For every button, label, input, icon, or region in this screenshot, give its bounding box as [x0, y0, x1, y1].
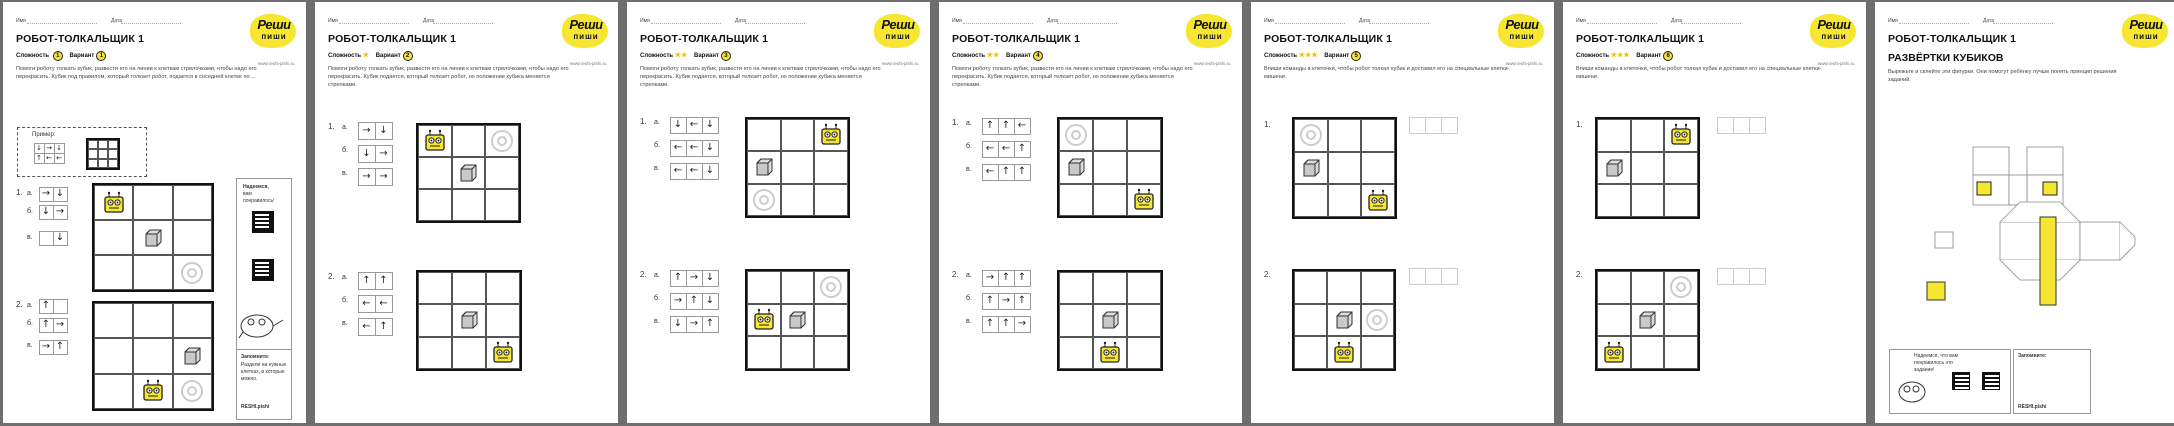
task-description: Помоги роботу толкать кубик, развести его на линии к клеткам стрелочками, чтобы надо его перекрасить. Кубик под правилом, который толкает робот, подается в соседней клетке по ...: [16, 66, 257, 80]
command-cells[interactable]: ↓ → ↑: [670, 316, 718, 332]
robot-icon: [1131, 187, 1157, 213]
cube-icon: [1098, 308, 1122, 332]
page-title: РОБОТ-ТОЛКАЛЬЩИК 1: [1264, 33, 1393, 45]
task-description: Помоги роботу толкать кубик, развести его на линии к клеткам стрелочками, чтобы надо его перекрасить. Кубик подается, который толкает робот, но положение кубика меняется стрелками.: [328, 66, 569, 88]
command-cells[interactable]: ↑ → ↓: [670, 270, 718, 286]
game-board-2: [1057, 270, 1163, 371]
worksheet-page-3: Имя Дата РОБОТ-ТОЛКАЛЬЩИК 1 Сложность ★★ Вариант 3 Помоги роботу толкать кубик, развести его на линии к клеткам стрелочками, чтобы надо его перекрасить. Кубик подается, который толкает робот, но положение кубика меняется стрелками. Реши пиши www.reshi-pishi.ru 1. а. б. в. ↓ ← ↓ ← ← ↓ ← ← ↓ 2. а. б. в. ↑ → ↓ → ↑ ↓ ↓ → ↑: [627, 2, 930, 423]
difficulty-badge: 1: [53, 51, 63, 61]
command-cells[interactable]: ← ←: [358, 295, 392, 312]
difficulty-line: Сложность ★★ Вариант 4: [952, 51, 1043, 61]
game-board-2: [92, 301, 214, 411]
example-board: [86, 138, 120, 170]
target-icon: [1669, 275, 1693, 299]
answer-cells[interactable]: [1717, 268, 1765, 285]
site-link[interactable]: www.reshi-pishi.ru: [258, 61, 295, 66]
robot-icon: [140, 378, 166, 404]
example-commands: ↓ → ↓ ↑ ← ←: [34, 143, 64, 163]
variant-badge: 1: [96, 51, 106, 61]
page-title: РОБОТ-ТОЛКАЛЬЩИК 1: [640, 33, 769, 45]
difficulty-line: Сложность ★★★ Вариант 5: [1264, 51, 1361, 61]
reshi-pishi-logo: Реши пиши: [2120, 12, 2172, 50]
task-description: Впиши команды в клеточки, чтобы робот толкал кубик и доставил его на специальные клетки-мишени.: [1576, 66, 1822, 80]
robot-icon: [422, 128, 448, 154]
target-icon: [1299, 123, 1323, 147]
robot-mascot-icon: [235, 302, 289, 342]
command-cells[interactable]: ← ← ↑: [982, 141, 1030, 157]
page-title: РОБОТ-ТОЛКАЛЬЩИК 1: [328, 33, 457, 45]
game-board-1: [92, 183, 214, 292]
game-board-1: [1595, 117, 1700, 219]
worksheet-page-4: Имя Дата РОБОТ-ТОЛКАЛЬЩИК 1 Сложность ★★ Вариант 4 Помоги роботу толкать кубик, развести его на линии к клеткам стрелочками, чтобы надо его перекрасить. Кубик подается, который толкает робот, но положение кубика меняется стрелками. Реши пиши www.reshi-pishi.ru 1. а. б. в. ↑ ↑ ← ← ← ↑ ← ↑ ↑ 2. а. б. в. → ↑ ↑ ↑ → ↑ ↑ ↑ →: [939, 2, 1242, 423]
robot-icon: [818, 122, 844, 148]
difficulty-line: Сложность ★ Вариант 2: [328, 51, 413, 61]
page-title: РОБОТ-ТОЛКАЛЬЩИК 1: [1576, 33, 1705, 45]
qr-code-icon: [252, 211, 274, 233]
target-icon: [180, 261, 204, 285]
command-cells[interactable]: → ↓: [358, 122, 392, 139]
site-link[interactable]: www.reshi-pishi.ru: [570, 61, 607, 66]
answer-cells[interactable]: [1409, 117, 1457, 134]
cube-unfolding-diagram: [1915, 122, 2170, 322]
cube-icon: [1635, 308, 1659, 332]
robot-icon: [101, 190, 127, 216]
difficulty-line: Сложность 1 Вариант 1: [16, 51, 106, 61]
reshi-pishi-logo: Реши пиши: [872, 12, 924, 50]
footer-title: Запомните:: [241, 354, 270, 360]
reshi-pishi-logo: Реши пиши: [1496, 12, 1548, 50]
qr-code-icon: [1952, 372, 1970, 390]
robot-icon: [490, 340, 516, 366]
footer-site: RESHI.pishi: [241, 404, 270, 410]
footer-text: Раздели на нужных клетках, в которые можно.: [241, 362, 287, 382]
cube-icon: [1299, 156, 1323, 180]
reshi-pishi-logo: Реши пиши: [1808, 12, 1860, 50]
site-link[interactable]: www.reshi-pishi.ru: [1818, 61, 1855, 66]
footer-info-box: Надеемся, что вам понравилось это задание!: [1889, 349, 2011, 414]
game-board-1: [745, 117, 850, 218]
robot-icon: [751, 307, 777, 333]
cube-icon: [141, 226, 165, 250]
side-info-panel: Надеемся, вам понравилось! Запомните: Раздели на нужных клетках, в которые можно. RESHI.pishi: [236, 178, 292, 420]
target-icon: [1365, 308, 1389, 332]
command-cells-2c[interactable]: → ↑: [39, 340, 67, 354]
answer-cells[interactable]: [1409, 268, 1457, 285]
robot-mascot-icon: [1894, 370, 1934, 410]
robot-icon: [1097, 340, 1123, 366]
example-label: Пример:: [32, 132, 56, 138]
cube-icon: [180, 344, 204, 368]
name-label: Имя: [16, 18, 26, 24]
date-label: Дата: [111, 18, 123, 24]
site-link[interactable]: www.reshi-pishi.ru: [1194, 61, 1231, 66]
cube-icon: [752, 155, 776, 179]
game-board-2: [1292, 269, 1396, 371]
qr-code-icon: [252, 259, 274, 281]
command-cells[interactable]: ← ← ↓: [670, 140, 718, 156]
target-icon: [752, 188, 776, 212]
target-icon: [1064, 123, 1088, 147]
task-number: 2.: [16, 300, 23, 309]
footer-note-box: Запомните: RESHI.pishi: [2013, 349, 2091, 414]
command-cells[interactable]: ← ↑ ↑: [982, 164, 1030, 180]
target-icon: [819, 275, 843, 299]
difficulty-line: Сложность ★★★ Вариант 6: [1576, 51, 1673, 61]
command-cells[interactable]: ↑ ↑ →: [982, 316, 1030, 332]
reshi-pishi-logo: Реши пиши: [560, 12, 612, 50]
robot-icon: [1601, 340, 1627, 366]
command-cells-1c[interactable]: ↓: [39, 231, 67, 245]
command-cells[interactable]: ↓ ← ↓: [670, 117, 718, 133]
option-label: в.: [27, 234, 33, 241]
page-title: РОБОТ-ТОЛКАЛЬЩИК 1: [1888, 33, 2017, 45]
reshi-pishi-logo: Реши пиши: [248, 12, 300, 50]
command-cells[interactable]: ↑ ↑ ←: [982, 118, 1030, 134]
example-box: [17, 127, 147, 177]
cube-icon: [456, 161, 480, 185]
task-description: Впиши команды в клеточки, чтобы робот толкал кубик и доставил его на специальные клетки-мишени.: [1264, 66, 1510, 80]
option-label: б.: [27, 320, 33, 327]
command-cells[interactable]: → ↑ ↑: [982, 270, 1030, 286]
worksheet-page-2: Имя Дата РОБОТ-ТОЛКАЛЬЩИК 1 Сложность ★ Вариант 2 Помоги роботу толкать кубик, развести его на линии к клеткам стрелочками, чтобы надо его перекрасить. Кубик подается, который толкает робот, но положение кубика меняется стрелками. Реши пиши www.reshi-pishi.ru 1. а. б. в. → ↓ ↓ → → → 2. а. б. в. ↑ ↑ ← ← ← ↑: [315, 2, 618, 423]
option-label: в.: [27, 342, 33, 349]
difficulty-line: Сложность ★★ Вариант 3: [640, 51, 731, 61]
reshi-pishi-logo: Реши пиши: [1184, 12, 1236, 50]
cube-icon: [1064, 155, 1088, 179]
game-board-2: [416, 270, 522, 371]
robot-icon: [1365, 188, 1391, 214]
command-cells[interactable]: ← ↑: [358, 318, 392, 335]
game-board-1: [416, 123, 521, 223]
cube-icon: [1602, 156, 1626, 180]
worksheet-page-1: [3, 2, 306, 423]
site-link[interactable]: www.reshi-pishi.ru: [882, 61, 919, 66]
answer-cells[interactable]: [1717, 117, 1765, 134]
game-board-2: [1595, 269, 1700, 371]
cube-icon: [785, 308, 809, 332]
target-icon: [490, 129, 514, 153]
command-cells[interactable]: ← ← ↓: [670, 163, 718, 179]
page-subtitle: РАЗВЁРТКИ КУБИКОВ: [1888, 52, 2004, 64]
command-cells-1b[interactable]: ↓ →: [39, 205, 67, 219]
cube-icon: [457, 308, 481, 332]
command-cells[interactable]: → →: [358, 168, 392, 185]
robot-icon: [1331, 340, 1357, 366]
command-cells[interactable]: ↑ → ↑: [982, 293, 1030, 309]
worksheet-page-5: Имя Дата РОБОТ-ТОЛКАЛЬЩИК 1 Сложность ★★★ Вариант 5 Впиши команды в клеточки, чтобы робот толкал кубик и доставил его на специальные клетки-мишени. Реши пиши www.reshi-pishi.ru 1. 2.: [1251, 2, 1554, 423]
worksheet-page-6: Имя Дата РОБОТ-ТОЛКАЛЬЩИК 1 Сложность ★★★ Вариант 6 Впиши команды в клеточки, чтобы робот толкал кубик и доставил его на специальные клетки-мишени. Реши пиши www.reshi-pishi.ru 1. 2.: [1563, 2, 1866, 423]
command-cells-1a[interactable]: → ↓: [39, 187, 67, 201]
game-board-1: [1057, 117, 1163, 218]
option-label: а.: [27, 302, 33, 309]
command-cells[interactable]: ↓ →: [358, 145, 392, 162]
qr-code-icon: [1982, 372, 2000, 390]
robot-icon: [1668, 122, 1694, 148]
task-description: Вырежьте и склейте эти фигурки. Они помогут ребёнку лучше понять принцип решения заданий.: [1888, 69, 2117, 83]
page-title: РОБОТ-ТОЛКАЛЬЩИК 1: [16, 33, 145, 45]
page-title: РОБОТ-ТОЛКАЛЬЩИК 1: [952, 33, 1081, 45]
option-label: б.: [27, 208, 33, 215]
game-board-1: [1292, 117, 1397, 219]
game-board-2: [745, 269, 850, 371]
worksheet-page-7: Имя Дата РОБОТ-ТОЛКАЛЬЩИК 1 РАЗВЁРТКИ КУБИКОВ Вырежьте и склейте эти фигурки. Они помогут ребёнку лучше понять принцип решения заданий. Реши пиши Надеемся, что вам понравилось это задание! Запомните: RESHI.pishi: [1875, 2, 2174, 423]
task-description: Помоги роботу толкать кубик, развести его на линии к клеткам стрелочками, чтобы надо его перекрасить. Кубик подается, который толкает робот, но положение кубика меняется стрелками.: [952, 66, 1193, 88]
command-cells[interactable]: ↑ ↑: [358, 272, 392, 289]
site-link[interactable]: www.reshi-pishi.ru: [1506, 61, 1543, 66]
task-number: 1.: [16, 188, 23, 197]
task-description: Помоги роботу толкать кубик, развести его на линии к клеткам стрелочками, чтобы надо его перекрасить. Кубик подается, который толкает робот, но положение кубика меняется стрелками.: [640, 66, 881, 88]
command-cells[interactable]: → ↑ ↓: [670, 293, 718, 309]
target-icon: [180, 379, 204, 403]
cube-icon: [1332, 308, 1356, 332]
option-label: а.: [27, 190, 33, 197]
command-cells-2b[interactable]: ↑ →: [39, 318, 67, 332]
command-cells-2a[interactable]: ↑: [39, 299, 67, 313]
